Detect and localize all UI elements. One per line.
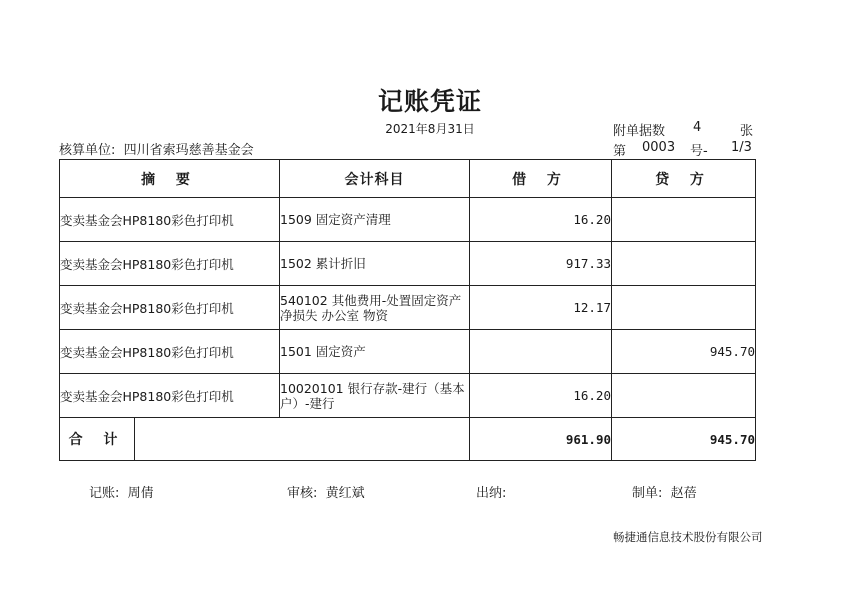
header-credit: 贷 方 xyxy=(612,160,756,198)
number-prefix: 第 xyxy=(613,144,627,159)
total-row xyxy=(60,418,756,461)
bookkeeper-name: 周倩 xyxy=(127,486,154,501)
row-summary: 变卖基金会HP8180彩色打印机 xyxy=(60,198,280,242)
row-account: 1502 累计折旧 xyxy=(280,242,470,286)
table-row xyxy=(60,286,756,330)
row-debit: 16.20 xyxy=(470,198,612,242)
reviewer-label: 审核: xyxy=(287,486,318,501)
row-credit xyxy=(612,286,756,330)
software-vendor: 畅捷通信息技术股份有限公司 xyxy=(613,530,763,544)
table-header xyxy=(60,160,756,198)
total-debit: 961.90 xyxy=(470,418,612,461)
attachment-unit: 张 xyxy=(740,124,754,139)
row-debit: 917.33 xyxy=(470,242,612,286)
table-row xyxy=(60,374,756,418)
bookkeeper-signature xyxy=(89,482,154,501)
table-row xyxy=(60,330,756,374)
reviewer-name: 黄红斌 xyxy=(325,486,365,501)
header-debit: 借 方 xyxy=(470,160,612,198)
total-label: 合 计 xyxy=(60,418,135,461)
voucher-title: 记账凭证 xyxy=(377,87,482,116)
row-debit: 12.17 xyxy=(470,286,612,330)
preparer-signature xyxy=(632,482,697,501)
table-row xyxy=(60,198,756,242)
accounting-unit-name: 四川省索玛慈善基金会 xyxy=(123,143,254,158)
number-suffix: 号- xyxy=(690,144,708,159)
row-debit xyxy=(470,330,612,374)
row-credit xyxy=(612,374,756,418)
accounting-unit xyxy=(59,139,254,158)
attachment-label: 附单据数 xyxy=(613,124,666,139)
voucher-number: 0003 xyxy=(642,140,676,155)
row-summary: 变卖基金会HP8180彩色打印机 xyxy=(60,330,280,374)
row-account: 540102 其他费用-处置固定资产净损失 办公室 物资 xyxy=(280,286,470,330)
row-summary: 变卖基金会HP8180彩色打印机 xyxy=(60,374,280,418)
cashier-signature xyxy=(476,482,515,501)
table-row xyxy=(60,242,756,286)
total-credit: 945.70 xyxy=(612,418,756,461)
page-indicator: 1/3 xyxy=(731,140,752,155)
row-account: 1501 固定资产 xyxy=(280,330,470,374)
row-summary: 变卖基金会HP8180彩色打印机 xyxy=(60,286,280,330)
cashier-label: 出纳: xyxy=(476,486,507,501)
bookkeeper-label: 记账: xyxy=(89,486,120,501)
row-credit xyxy=(612,242,756,286)
header-account: 会计科目 xyxy=(280,160,470,198)
total-blank-cell xyxy=(135,418,470,461)
reviewer-signature xyxy=(287,482,365,501)
preparer-label: 制单: xyxy=(632,486,663,501)
row-debit: 16.20 xyxy=(470,374,612,418)
row-account: 10020101 银行存款-建行（基本户）-建行 xyxy=(280,374,470,418)
accounting-unit-label: 核算单位: xyxy=(59,143,116,158)
row-account: 1509 固定资产清理 xyxy=(280,198,470,242)
row-credit xyxy=(612,198,756,242)
attachment-count: 4 xyxy=(693,120,702,135)
preparer-name: 赵蓓 xyxy=(670,486,697,501)
header-summary: 摘 要 xyxy=(60,160,280,198)
row-credit: 945.70 xyxy=(612,330,756,374)
voucher-date: 2021年8月31日 xyxy=(385,122,475,136)
row-summary: 变卖基金会HP8180彩色打印机 xyxy=(60,242,280,286)
voucher-table xyxy=(59,159,756,461)
